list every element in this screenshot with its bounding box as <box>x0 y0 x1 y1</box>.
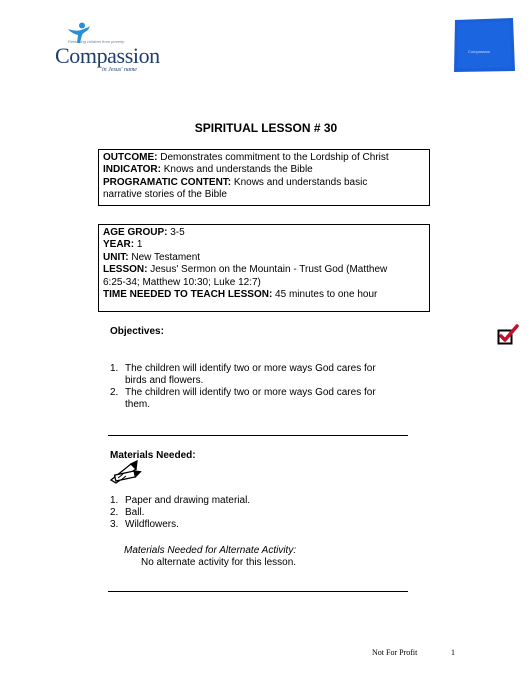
list-text: Ball. <box>125 507 145 518</box>
year-label: YEAR: <box>103 239 135 251</box>
list-item <box>110 495 400 507</box>
content-row <box>103 177 425 189</box>
indicator-label: INDICATOR: <box>103 164 161 176</box>
page-number: 1 <box>451 648 455 657</box>
age-group-value: 3-5 <box>167 227 185 238</box>
alternate-materials-heading: Materials Needed for Alternate Activity: <box>124 545 297 556</box>
year-row <box>103 239 425 251</box>
outcome-row <box>103 152 425 164</box>
divider <box>108 435 408 436</box>
unit-value: New Testament <box>128 251 201 263</box>
lesson-label: LESSON: <box>103 264 148 276</box>
outcome-value: Demonstrates commitment to the Lordship of Christ <box>157 152 389 163</box>
blue-brand-mark <box>452 17 516 73</box>
logo-subline: in Jesus' name <box>102 67 137 73</box>
materials-list <box>110 495 400 531</box>
list-item <box>110 519 400 531</box>
list-text: The children will identify two or more ways God cares for <box>125 363 376 374</box>
list-item <box>110 507 400 519</box>
divider <box>108 591 408 592</box>
list-text: The children will identify two or more ways God cares for <box>125 387 376 398</box>
indicator-row <box>103 164 425 176</box>
alternate-materials-text: No alternate activity for this lesson. <box>141 557 297 568</box>
page-title: SPIRITUAL LESSON # 30 <box>194 121 338 135</box>
lesson-value: Jesus' Sermon on the Mountain - Trust God (Matthew <box>147 264 388 276</box>
list-number: 1. <box>110 495 119 506</box>
outcome-label: OUTCOME: <box>103 152 158 163</box>
list-text: Paper and drawing material. <box>125 495 251 506</box>
checkmark-icon <box>497 324 519 346</box>
content-label: PROGRAMATIC CONTENT: <box>103 176 232 188</box>
list-text-cont: them. <box>125 399 151 410</box>
unit-label: UNIT: <box>103 251 129 263</box>
objectives-list <box>110 363 400 411</box>
list-number: 2. <box>110 507 119 518</box>
list-number: 3. <box>110 519 119 530</box>
blue-mark-text: Compassion <box>468 49 491 54</box>
list-text-cont: birds and flowers. <box>125 375 204 386</box>
unit-row <box>103 252 425 264</box>
indicator-value: Knows and understands the Bible <box>160 164 313 176</box>
list-number: 2. <box>110 387 119 398</box>
age-group-label: AGE GROUP: <box>103 227 168 238</box>
crayons-icon <box>109 460 143 484</box>
logo-tagline: Releasing children from poverty <box>68 39 125 44</box>
age-group-row <box>103 227 425 239</box>
objectives-heading: Objectives: <box>110 326 164 337</box>
materials-heading: Materials Needed: <box>110 450 196 461</box>
list-text: Wildflowers. <box>125 519 179 530</box>
compassion-logo <box>52 22 172 72</box>
list-item <box>110 363 400 387</box>
footer-note: Not For Profit <box>372 648 418 657</box>
content-row-2: narrative stories of the Bible <box>103 189 227 201</box>
time-value: 45 minutes to one hour <box>272 289 378 301</box>
time-row <box>103 289 425 301</box>
list-number: 1. <box>110 363 119 374</box>
time-label: TIME NEEDED TO TEACH LESSON: <box>103 289 273 301</box>
logo-wordmark: Compassion <box>55 43 160 68</box>
blue-brush-graphic <box>452 17 516 73</box>
content-value: Knows and understands basic <box>231 176 368 188</box>
lesson-info-box <box>98 224 430 312</box>
outcome-box <box>98 149 430 206</box>
year-value: 1 <box>134 239 143 251</box>
lesson-row <box>103 264 425 276</box>
lesson-row-2: 6:25-34; Matthew 10:30; Luke 12:7) <box>103 276 261 288</box>
list-item <box>110 387 400 411</box>
